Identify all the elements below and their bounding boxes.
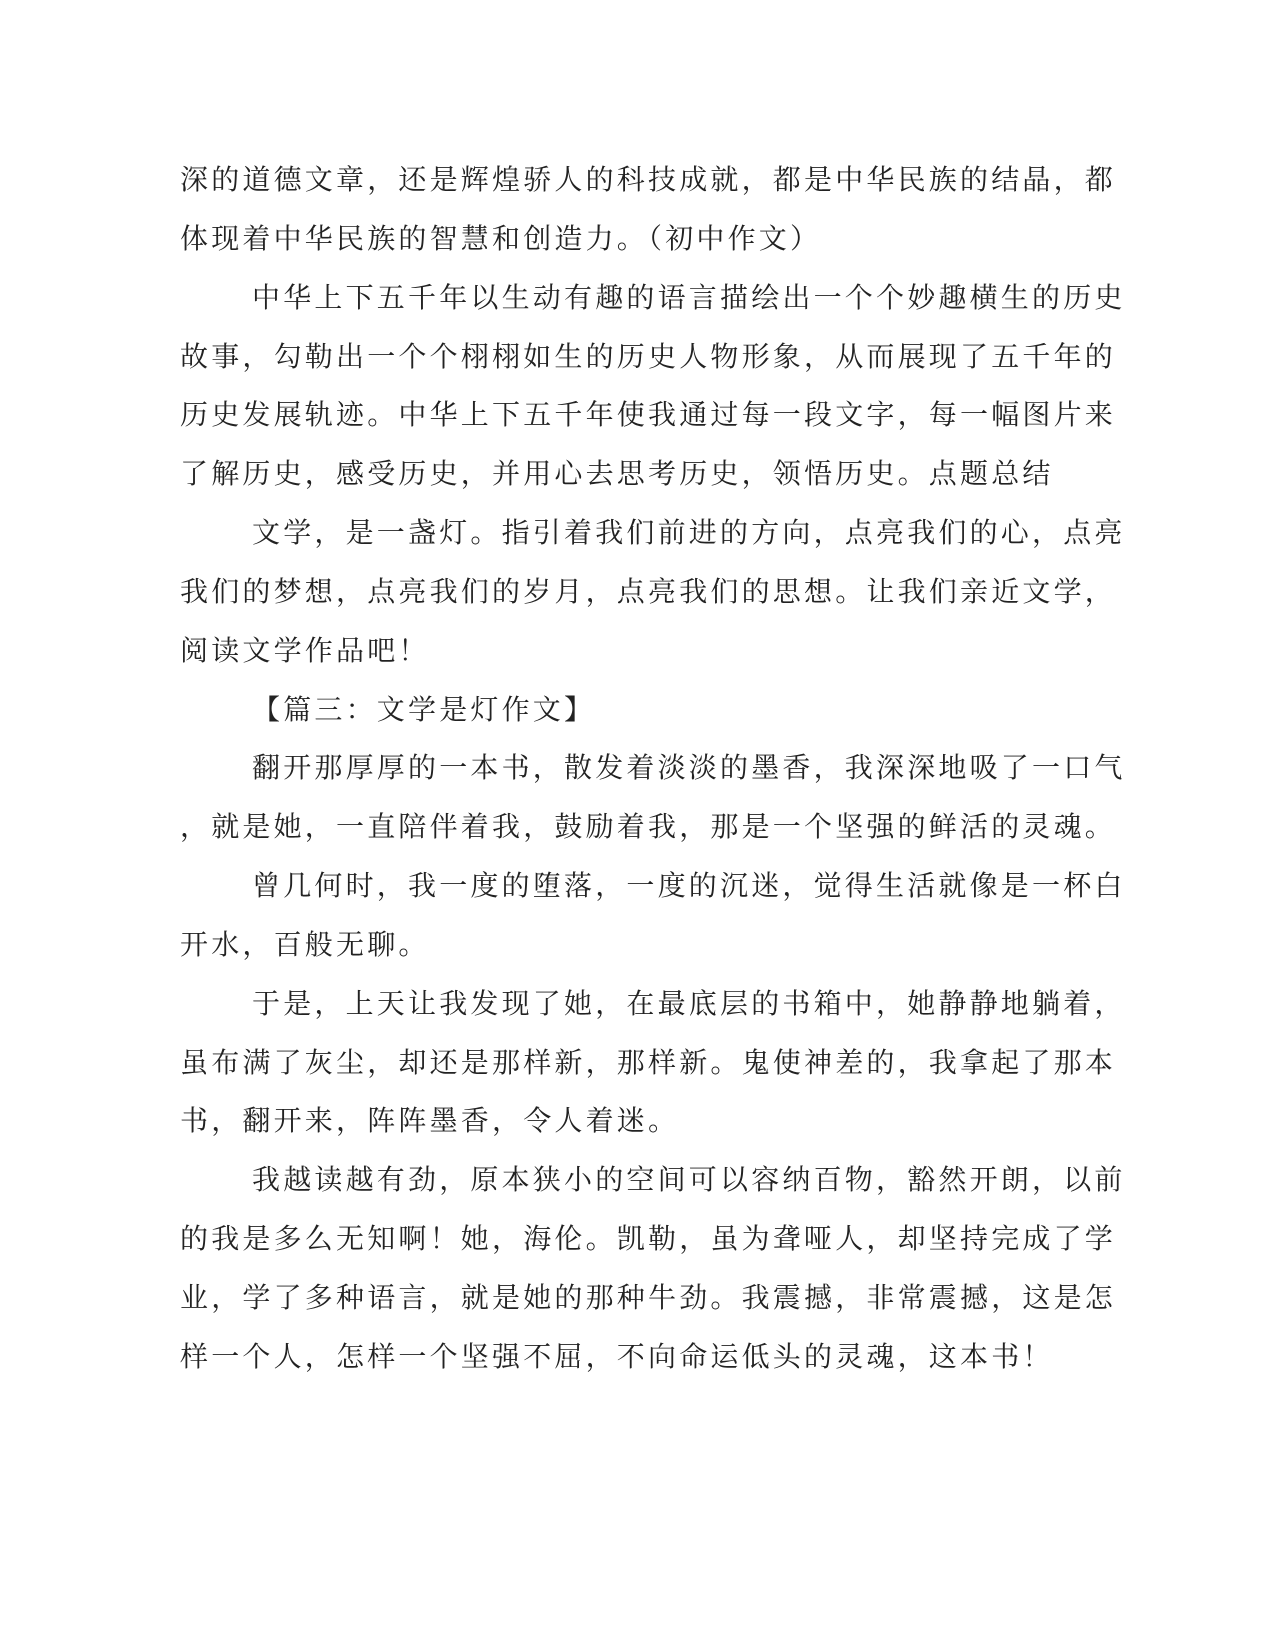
text-line-3: 中华上下五千年以生动有趣的语言描绘出一个个妙趣横生的历史 xyxy=(252,281,1126,314)
text-line-20: 业，学了多种语言，就是她的那种牛劲。我震撼，非常震撼，这是怎 xyxy=(180,1281,1117,1314)
text-line-19: 的我是多么无知啊！她，海伦。凯勒，虽为聋哑人，却坚持完成了学 xyxy=(180,1222,1117,1255)
text-line-16: 虽布满了灰尘，却还是那样新，那样新。鬼使神差的，我拿起了那本 xyxy=(180,1046,1117,1079)
text-line-11: 翻开那厚厚的一本书，散发着淡淡的墨香，我深深地吸了一口气 xyxy=(252,751,1126,784)
section-heading: 【篇三：文学是灯作文】 xyxy=(252,693,596,726)
text-line-5: 历史发展轨迹。中华上下五千年使我通过每一段文字，每一幅图片来 xyxy=(180,398,1117,431)
text-line-4: 故事，勾勒出一个个栩栩如生的历史人物形象，从而展现了五千年的 xyxy=(180,340,1117,373)
text-line-21: 样一个人，怎样一个坚强不屈，不向命运低头的灵魂，这本书！ xyxy=(180,1340,1054,1373)
text-line-2: 体现着中华民族的智慧和创造力。（初中作文） xyxy=(180,222,822,255)
text-line-9: 阅读文学作品吧！ xyxy=(180,634,430,667)
text-line-17: 书，翻开来，阵阵墨香，令人着迷。 xyxy=(180,1104,680,1137)
text-line-12: ，就是她，一直陪伴着我，鼓励着我，那是一个坚强的鲜活的灵魂。 xyxy=(180,810,1117,843)
text-line-8: 我们的梦想，点亮我们的岁月，点亮我们的思想。让我们亲近文学， xyxy=(180,575,1117,608)
text-line-15: 于是，上天让我发现了她，在最底层的书箱中，她静静地躺着， xyxy=(252,987,1126,1020)
text-line-7: 文学，是一盏灯。指引着我们前进的方向，点亮我们的心，点亮 xyxy=(252,516,1126,549)
text-line-14: 开水，百般无聊。 xyxy=(180,928,430,961)
text-line-13: 曾几何时，我一度的堕落，一度的沉迷，觉得生活就像是一杯白 xyxy=(252,869,1126,902)
text-line-6: 了解历史，感受历史，并用心去思考历史，领悟历史。点题总结 xyxy=(180,457,1054,490)
text-line-18: 我越读越有劲，原本狭小的空间可以容纳百物，豁然开朗，以前 xyxy=(252,1163,1126,1196)
text-line-1: 深的道德文章，还是辉煌骄人的科技成就，都是中华民族的结晶，都 xyxy=(180,163,1117,196)
